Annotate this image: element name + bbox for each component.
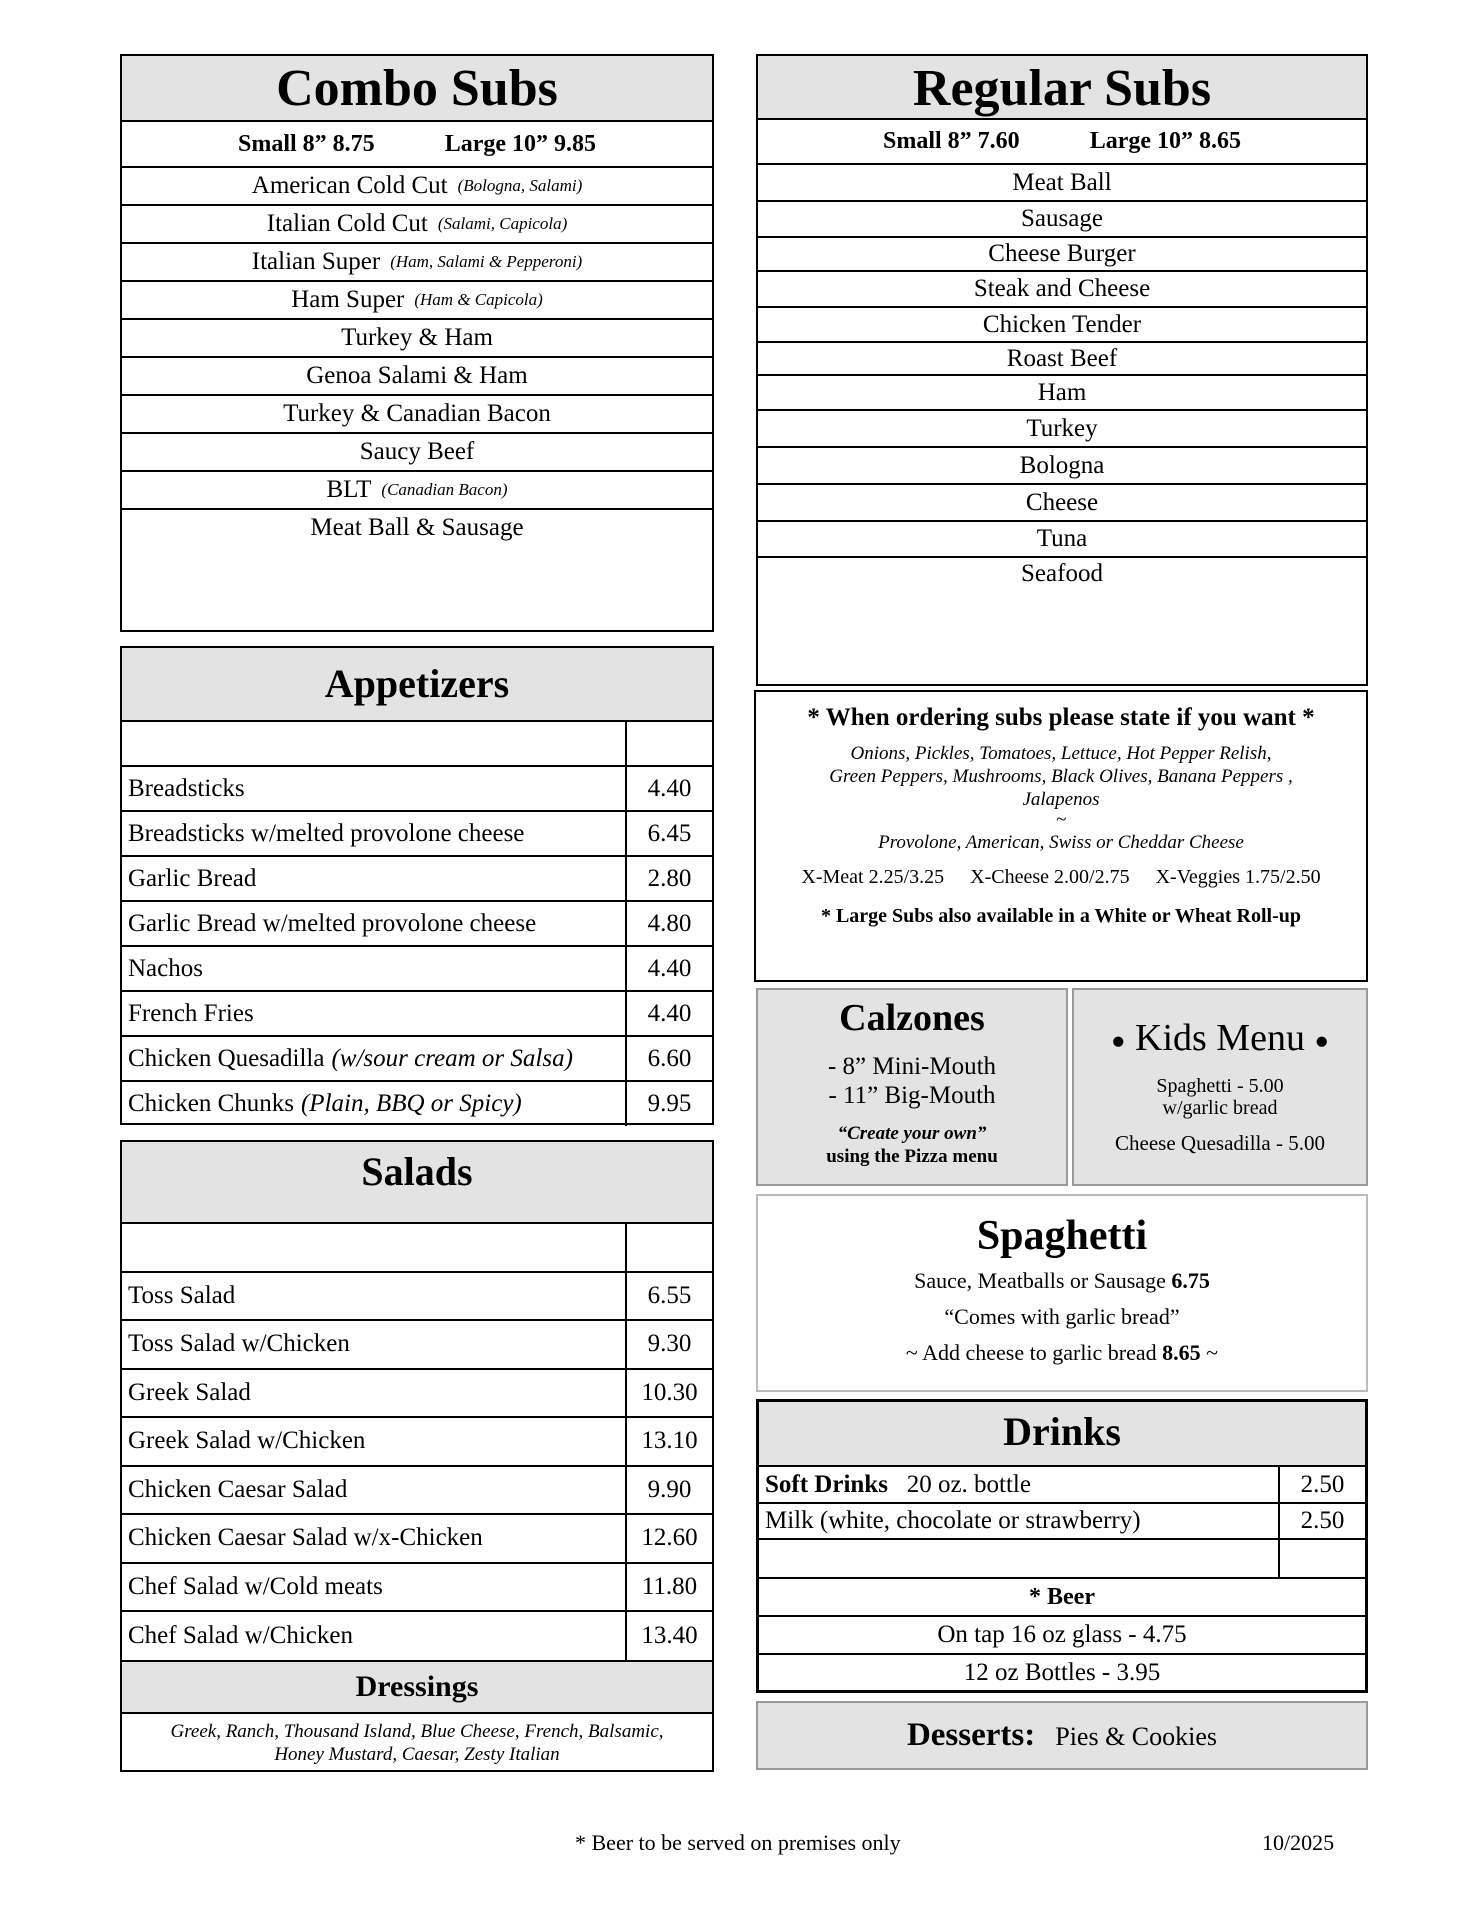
combo-sub-note: (Bologna, Salami) <box>457 176 583 195</box>
drinks-section <box>756 1399 1368 1693</box>
appetizer-item <box>122 811 626 856</box>
kids-menu-title-text: Kids Menu <box>1135 1017 1305 1059</box>
x-cheese-price: X-Cheese 2.00/2.75 <box>970 866 1130 888</box>
appetizer-price: 4.40 <box>626 766 712 811</box>
drinks-row <box>759 1466 1365 1503</box>
blank-cell <box>626 1223 712 1272</box>
kids-spaghetti: Spaghetti - 5.00 <box>1156 1075 1284 1098</box>
kids-menu-box <box>1072 988 1368 1186</box>
appetizer-price: 4.80 <box>626 901 712 946</box>
salad-row <box>122 1272 712 1321</box>
regular-large-price: Large 10” 8.65 <box>1089 128 1241 154</box>
salad-price: 10.30 <box>626 1369 712 1418</box>
salad-row <box>122 1611 712 1660</box>
bullet-icon: ● <box>1314 1028 1329 1055</box>
appetizer-row <box>122 811 712 856</box>
combo-sub-row <box>122 432 712 470</box>
spaghetti-cheese-text: ~ Add cheese to garlic bread <box>905 1340 1157 1365</box>
salad-row <box>122 1320 712 1369</box>
regular-sub-row <box>758 556 1366 589</box>
regular-sub-name: Roast Beef <box>1006 344 1118 372</box>
calzone-big: - 11” Big-Mouth <box>828 1082 996 1109</box>
regular-sub-name: Seafood <box>1021 559 1103 587</box>
appetizer-item-name: Garlic Bread <box>128 864 257 892</box>
salad-row <box>122 1563 712 1612</box>
combo-small-price: Small 8” 8.75 <box>238 130 375 157</box>
appetizer-price: 4.40 <box>626 946 712 991</box>
drinks-blank-row <box>759 1539 1365 1577</box>
spaghetti-cheese-price: 8.65 <box>1162 1340 1201 1365</box>
footer-beer-note: * Beer to be served on premises only <box>575 1830 901 1855</box>
appetizer-item-name: Nachos <box>128 954 203 982</box>
regular-sub-name: Steak and Cheese <box>973 275 1151 302</box>
combo-sub-name: BLT <box>326 476 372 503</box>
appetizer-price: 9.95 <box>626 1081 712 1126</box>
regular-sub-row <box>758 341 1366 374</box>
salad-price: 9.90 <box>626 1466 712 1515</box>
appetizer-item <box>122 856 626 901</box>
regular-sub-row <box>758 483 1366 520</box>
x-veggies-price: X-Veggies 1.75/2.50 <box>1155 866 1321 888</box>
spaghetti-box <box>756 1194 1368 1392</box>
kids-menu-title <box>1074 1016 1366 1063</box>
spaghetti-price: 6.75 <box>1171 1268 1210 1293</box>
blank-cell <box>1279 1539 1365 1577</box>
drinks-title: Drinks <box>759 1402 1365 1465</box>
regular-sub-name: Cheese <box>1025 488 1099 516</box>
appetizer-item-name: French Fries <box>128 999 254 1027</box>
combo-sub-note: (Ham, Salami & Pepperoni) <box>390 252 583 271</box>
salad-price: 9.30 <box>626 1320 712 1369</box>
soft-drinks-label: Soft Drinks <box>765 1470 888 1498</box>
salad-item-name: Chef Salad w/Chicken <box>128 1621 353 1649</box>
combo-sub-name: American Cold Cut <box>251 172 448 199</box>
combo-sub-name: Italian Super <box>251 248 381 275</box>
salad-item <box>122 1466 626 1515</box>
regular-sub-row <box>758 200 1366 236</box>
regular-subs-title: Regular Subs <box>758 56 1366 120</box>
appetizer-item-name: Garlic Bread w/melted provolone cheese <box>128 909 537 937</box>
salad-item-name: Chicken Caesar Salad <box>128 1475 348 1503</box>
tilde-separator: ~ <box>1055 809 1067 830</box>
combo-sub-name: Saucy Beef <box>359 438 475 465</box>
regular-subs-sizes <box>758 120 1366 163</box>
appetizer-item <box>122 1081 626 1126</box>
combo-sub-name: Turkey & Canadian Bacon <box>283 400 551 427</box>
rollup-note: * Large Subs also available in a White or Wheat Roll-up <box>820 905 1302 927</box>
combo-sub-row <box>122 318 712 356</box>
combo-subs-sizes <box>122 122 712 166</box>
salad-blank-row <box>122 1223 712 1272</box>
desserts-label: Desserts: <box>906 1717 1036 1753</box>
dressings-line-2: Honey Mustard, Caesar, Zesty Italian <box>274 1743 560 1765</box>
x-meat-price: X-Meat 2.25/3.25 <box>801 866 945 888</box>
regular-sub-name: Ham <box>1037 378 1087 406</box>
regular-sub-name: Sausage <box>1021 205 1103 232</box>
veggies-line-1: Onions, Pickles, Tomatoes, Lettuce, Hot Pepper Relish, <box>850 743 1272 764</box>
calzone-create: “Create your own” <box>837 1123 987 1144</box>
salad-price: 13.10 <box>626 1417 712 1466</box>
combo-sub-row <box>122 394 712 432</box>
cheese-options: Provolone, American, Swiss or Cheddar Cheese <box>878 832 1244 853</box>
regular-sub-row <box>758 520 1366 556</box>
combo-sub-note: (Canadian Bacon) <box>381 480 508 499</box>
regular-sub-name: Turkey <box>1026 414 1098 442</box>
drink-price: 2.50 <box>1279 1466 1365 1503</box>
appetizer-item <box>122 901 626 946</box>
spaghetti-title: Spaghetti <box>976 1213 1148 1259</box>
appetizer-item <box>122 766 626 811</box>
salad-item <box>122 1563 626 1612</box>
regular-sub-row <box>758 374 1366 409</box>
combo-sub-name: Italian Cold Cut <box>266 210 428 237</box>
blank-cell <box>122 1223 626 1272</box>
appetizer-row <box>122 946 712 991</box>
beer-title: * Beer <box>759 1577 1365 1615</box>
appetizer-row <box>122 766 712 811</box>
combo-sub-row <box>122 356 712 394</box>
combo-sub-row <box>122 508 712 546</box>
salad-item <box>122 1514 626 1563</box>
appetizer-item-note: (w/sour cream or Salsa) <box>331 1044 573 1072</box>
appetizer-price: 6.45 <box>626 811 712 856</box>
appetizer-price: 2.80 <box>626 856 712 901</box>
blank-cell <box>122 721 626 766</box>
appetizer-item-name: Breadsticks <box>128 774 245 802</box>
salad-row <box>122 1369 712 1418</box>
spaghetti-cheese-tilde: ~ <box>1206 1340 1219 1365</box>
regular-sub-row <box>758 409 1366 446</box>
regular-sub-row <box>758 163 1366 200</box>
appetizer-item-name: Chicken Chunks <box>128 1090 294 1117</box>
salad-price: 6.55 <box>626 1272 712 1321</box>
combo-subs-title: Combo Subs <box>122 56 712 122</box>
desserts-box <box>756 1701 1368 1770</box>
beer-tap: On tap 16 oz glass - 4.75 <box>759 1615 1365 1653</box>
blank-cell <box>626 721 712 766</box>
salad-item <box>122 1417 626 1466</box>
regular-sub-name: Tuna <box>1036 525 1088 552</box>
dressings-list <box>122 1712 712 1766</box>
veggies-line-2: Green Peppers, Mushrooms, Black Olives, Banana Peppers , <box>829 766 1293 787</box>
appetizer-item <box>122 946 626 991</box>
drinks-row <box>759 1503 1365 1539</box>
drink-name <box>759 1466 1279 1503</box>
beer-bottles: 12 oz Bottles - 3.95 <box>759 1653 1365 1691</box>
extras-line <box>756 866 1366 889</box>
salad-item-name: Toss Salad <box>128 1281 236 1309</box>
regular-sub-name: Chicken Tender <box>982 310 1142 338</box>
spaghetti-garlic-note: “Comes with garlic bread” <box>944 1304 1180 1329</box>
spaghetti-sauce-text: Sauce, Meatballs or Sausage <box>914 1268 1166 1293</box>
salad-price: 12.60 <box>626 1514 712 1563</box>
appetizer-row <box>122 1036 712 1081</box>
combo-sub-name: Meat Ball & Sausage <box>310 514 524 541</box>
appetizer-item <box>122 991 626 1036</box>
combo-sub-row <box>122 470 712 508</box>
appetizer-blank-row <box>122 721 712 766</box>
regular-sub-row <box>758 446 1366 483</box>
regular-sub-row <box>758 270 1366 306</box>
appetizer-item-name: Chicken Quesadilla <box>128 1044 325 1072</box>
regular-sub-name: Cheese Burger <box>988 240 1136 267</box>
drinks-table <box>759 1465 1365 1577</box>
appetizers-section <box>120 646 714 1125</box>
salad-row <box>122 1417 712 1466</box>
appetizers-title: Appetizers <box>122 648 712 720</box>
calzone-mini: - 8” Mini-Mouth <box>827 1053 997 1080</box>
salad-item-name: Greek Salad <box>128 1378 251 1406</box>
calzones-title: Calzones <box>839 997 985 1039</box>
appetizer-row <box>122 856 712 901</box>
footer-date: 10/2025 <box>1262 1830 1335 1855</box>
regular-sub-row <box>758 236 1366 270</box>
spaghetti-cheese-line <box>758 1340 1366 1366</box>
calzone-using: using the Pizza menu <box>826 1146 998 1167</box>
salad-item-name: Chef Salad w/Cold meats <box>128 1572 383 1600</box>
sub-options-veggies <box>756 742 1366 854</box>
regular-small-price: Small 8” 7.60 <box>883 128 1020 154</box>
salads-table <box>122 1222 712 1660</box>
combo-sub-row <box>122 280 712 318</box>
combo-sub-name: Genoa Salami & Ham <box>306 362 528 389</box>
salad-item <box>122 1611 626 1660</box>
salad-item <box>122 1320 626 1369</box>
salad-price: 11.80 <box>626 1563 712 1612</box>
salad-item <box>122 1272 626 1321</box>
combo-sub-name: Turkey & Ham <box>341 324 493 351</box>
appetizer-row <box>122 1081 712 1126</box>
combo-sub-row <box>122 166 712 204</box>
dressings-line-1: Greek, Ranch, Thousand Island, Blue Cheese, French, Balsamic, <box>170 1720 664 1742</box>
combo-sub-row <box>122 242 712 280</box>
calzones-box <box>756 988 1068 1186</box>
salad-item-name: Chicken Caesar Salad w/x-Chicken <box>128 1524 483 1552</box>
salads-section <box>120 1140 714 1772</box>
salad-row <box>122 1466 712 1515</box>
blank-cell <box>759 1539 1279 1577</box>
combo-sub-note: (Salami, Capicola) <box>437 214 568 233</box>
dressings-title: Dressings <box>122 1660 712 1712</box>
appetizer-item-note: (Plain, BBQ or Spicy) <box>300 1090 522 1117</box>
appetizers-table <box>122 720 712 1126</box>
soft-drinks-size: 20 oz. bottle <box>906 1470 1031 1498</box>
appetizer-item-name: Breadsticks w/melted provolone cheese <box>128 819 525 847</box>
regular-sub-row <box>758 306 1366 341</box>
drink-price: 2.50 <box>1279 1503 1365 1539</box>
appetizer-price: 4.40 <box>626 991 712 1036</box>
appetizer-item <box>122 1036 626 1081</box>
regular-subs-section <box>756 54 1368 686</box>
combo-subs-section <box>120 54 714 632</box>
drink-name: Milk (white, chocolate or strawberry) <box>759 1503 1279 1539</box>
veggies-line-3: Jalapenos <box>1022 789 1100 810</box>
salad-item-name: Greek Salad w/Chicken <box>128 1427 366 1455</box>
regular-subs-list <box>758 163 1366 589</box>
appetizer-row <box>122 991 712 1036</box>
salad-price: 13.40 <box>626 1611 712 1660</box>
spaghetti-sauce-line <box>758 1268 1366 1294</box>
salad-item <box>122 1369 626 1418</box>
combo-large-price: Large 10” 9.85 <box>444 130 596 157</box>
desserts-items: Pies & Cookies <box>1055 1722 1218 1751</box>
regular-sub-name: Meat Ball <box>1012 168 1112 196</box>
appetizer-row <box>122 901 712 946</box>
salad-item-name: Toss Salad w/Chicken <box>128 1330 350 1358</box>
combo-subs-list <box>122 166 712 546</box>
sub-options-box <box>754 690 1368 982</box>
bullet-icon: ● <box>1111 1028 1126 1055</box>
kids-quesadilla: Cheese Quesadilla - 5.00 <box>1115 1131 1325 1156</box>
kids-garlic-bread: w/garlic bread <box>1162 1097 1278 1120</box>
combo-sub-name: Ham Super <box>291 286 405 313</box>
combo-sub-row <box>122 204 712 242</box>
salads-title: Salads <box>122 1142 712 1222</box>
combo-sub-note: (Ham & Capicola) <box>414 290 543 309</box>
salad-row <box>122 1514 712 1563</box>
regular-sub-name: Bologna <box>1019 451 1105 479</box>
appetizer-price: 6.60 <box>626 1036 712 1081</box>
sub-options-heading: * When ordering subs please state if you want * <box>807 704 1315 731</box>
